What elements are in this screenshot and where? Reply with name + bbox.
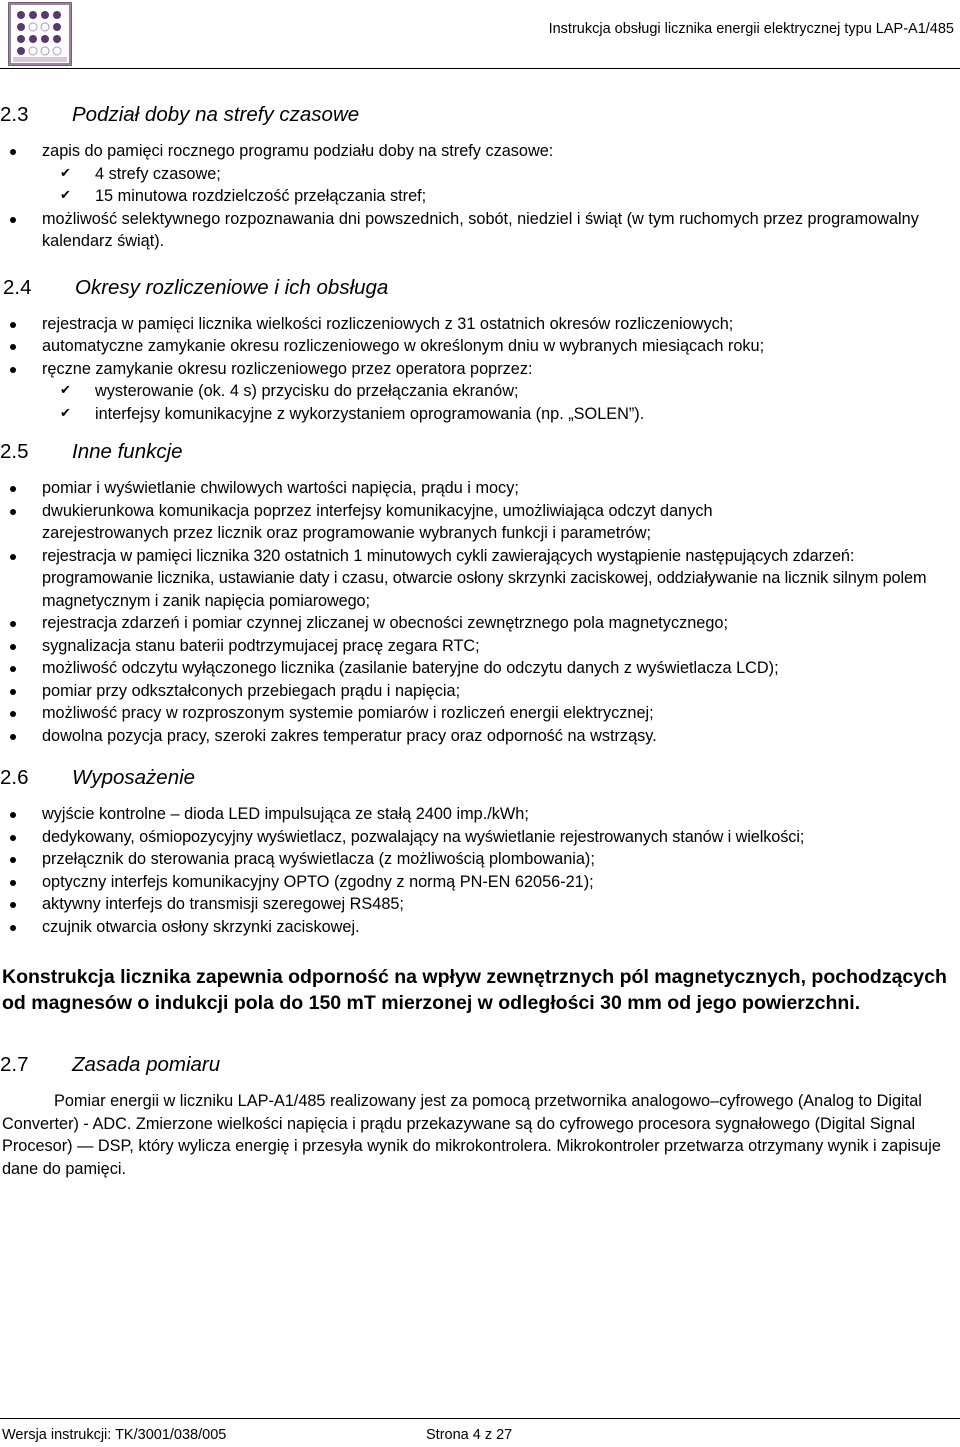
company-logo-icon (9, 3, 71, 65)
section-title: Podział doby na strefy czasowe (72, 103, 360, 126)
section-title: Wyposażenie (72, 766, 196, 789)
footer-page-number: Strona 4 z 27 (426, 1427, 513, 1443)
list-item: automatyczne zamykanie okresu rozliczeniowego w określonym dniu w wybranych miesiącach roku; (0, 335, 960, 358)
list-item: wyjście kontrolne – dioda LED impulsująca ze stałą 2400 imp./kWh; (0, 803, 960, 826)
list-item: przełącznik do sterowania pracą wyświetlacza (z możliwością plombowania); (0, 848, 960, 871)
section-heading (0, 763, 960, 793)
check-item: ✔ 4 strefy czasowe; (0, 163, 960, 186)
list-item: możliwość odczytu wyłączonego licznika (zasilanie bateryjne do odczytu danych z wyświetlacza LCD); (0, 657, 960, 680)
list-item: dowolna pozycja pracy, szeroki zakres temperatur pracy oraz odporność na wstrząsy. (0, 725, 960, 748)
section-heading (0, 437, 960, 467)
list-item: czujnik otwarcia osłony skrzynki zaciskowej. (0, 916, 960, 939)
document-header-title: Instrukcja obsługi licznika energii elektrycznej typu LAP-A1/485 (548, 21, 954, 37)
list-item: możliwość selektywnego rozpoznawania dni powszednich, sobót, niedziel i świąt (w tym ruchomych przez programowalny kalendarz świąt). (0, 208, 960, 253)
section-2-7 (0, 1050, 960, 1180)
header-divider (0, 68, 960, 69)
section-2-6 (0, 763, 960, 938)
list-item (0, 140, 960, 208)
list-item: rejestracja zdarzeń i pomiar czynnej zliczanej w obecności zewnętrznego pola magnetycznego; (0, 612, 960, 635)
list-item (0, 358, 960, 426)
section-number: 2.7 (0, 1053, 29, 1076)
section-2-3 (0, 100, 960, 253)
check-list (0, 380, 960, 425)
company-logo (8, 2, 72, 66)
check-item: ✔ wysterowanie (ok. 4 s) przycisku do przełączania ekranów; (0, 380, 960, 403)
check-item: ✔ interfejsy komunikacyjne z wykorzystaniem oprogramowania (np. „SOLEN”). (0, 403, 960, 426)
footer-divider (0, 1418, 960, 1419)
list-item: rejestracja w pamięci licznika 320 ostatnich 1 minutowych cykli zawierających wystąpienie następujących zdarzeń: programowanie licznika, ustawianie daty i czasu, otwarcie osłony skrzynki zaciskowej, oddziaływanie na licznik silnym polem magnetycznym i zanik napięcia pomiarowego; (0, 545, 960, 613)
bullet-list (0, 313, 960, 426)
section-number: 2.6 (0, 766, 29, 789)
list-item: rejestracja w pamięci licznika wielkości rozliczeniowych z 31 ostatnich okresów rozliczeniowych; (0, 313, 960, 336)
bullet-list (0, 477, 960, 747)
section-number: 2.5 (0, 440, 29, 463)
check-list (0, 163, 960, 208)
list-item: optyczny interfejs komunikacyjny OPTO (zgodny z normą PN-EN 62056-21); (0, 871, 960, 894)
list-item: aktywny interfejs do transmisji szeregowej RS485; (0, 893, 960, 916)
list-item: pomiar przy odkształconych przebiegach prądu i napięcia; (0, 680, 960, 703)
section-title: Zasada pomiaru (72, 1053, 221, 1076)
section-title: Okresy rozliczeniowe i ich obsługa (75, 275, 389, 299)
magnetic-immunity-note: Konstrukcja licznika zapewnia odporność na wpływ zewnętrznych pól magnetycznych, pochodzących od magnesów o indukcji pola do 150 mT mierzonej w odległości 30 mm od jego powierzchni. (2, 966, 947, 1014)
paragraph (0, 1090, 960, 1180)
list-item: dedykowany, ośmiopozycyjny wyświetlacz, pozwalający na wyświetlanie rejestrowanych stanów i wielkości; (0, 826, 960, 849)
list-item: dwukierunkowa komunikacja poprzez interfejsy komunikacyjne, umożliwiająca odczyt danych zarejestrowanych przez licznik oraz programowanie wybranych funkcji i parametrów; (0, 500, 960, 545)
section-number: 2.3 (0, 103, 29, 126)
list-item: pomiar i wyświetlanie chwilowych wartości napięcia, prądu i mocy; (0, 477, 960, 500)
section-heading (0, 1050, 960, 1080)
section-heading (0, 100, 960, 130)
list-item: sygnalizacja stanu baterii podtrzymujacej pracę zegara RTC; (0, 635, 960, 658)
section-title: Inne funkcje (72, 440, 183, 463)
document-body (0, 100, 960, 1180)
bullet-list (0, 803, 960, 938)
paragraph-text: Pomiar energii w liczniku LAP-A1/485 realizowany jest za pomocą przetwornika analogowo–cyfrowego (Analog to Digital Converter) - ADC. Zmierzone wielkości napięcia i prądu przekazywane są do cyfrowego procesora sygnałowego (Digital Signal Procesor) — DSP, który wylicza energię i przesyła wynik do mikrokontrolera. Mikrokontroler przetwarza otrzymany wynik i zapisuje dane do pamięci. (2, 1092, 941, 1178)
section-2-4 (0, 273, 960, 426)
section-2-5 (0, 437, 960, 747)
list-item-text: ręczne zamykanie okresu rozliczeniowego przez operatora poprzez: (42, 359, 533, 378)
check-item: ✔ 15 minutowa rozdzielczość przełączania stref; (0, 185, 960, 208)
section-number: 2.4 (3, 275, 32, 299)
bullet-list (0, 140, 960, 253)
footer-version: Wersja instrukcji: TK/3001/038/005 (2, 1427, 227, 1443)
list-item-text: zapis do pamięci rocznego programu podziału doby na strefy czasowe: (42, 142, 554, 160)
section-heading (3, 273, 960, 303)
list-item: możliwość pracy w rozproszonym systemie pomiarów i rozliczeń energii elektrycznej; (0, 702, 960, 725)
